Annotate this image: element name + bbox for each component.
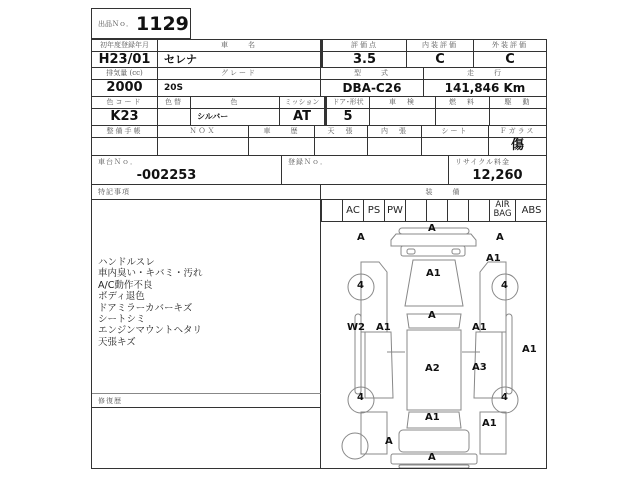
note-item: ハンドルスレ (98, 257, 155, 268)
mark-rear-left-corner: A (385, 436, 393, 447)
displacement-header: 排気量 (cc) (92, 68, 158, 80)
car-name-value: セレナ (158, 52, 321, 68)
repair-history-header: 修復歴 (92, 393, 321, 408)
mark-windshield: A (428, 310, 436, 321)
mark-left-front-door: A1 (376, 322, 391, 333)
color-change-value (158, 109, 191, 126)
seat-header: シート (422, 126, 489, 138)
exterior-grade-header: 外装評価 (474, 40, 546, 52)
notes-list (92, 200, 321, 393)
nox-value (158, 138, 249, 156)
auction-sheet-table (91, 39, 547, 469)
mark-front-left-corner: A (357, 232, 365, 243)
fglass-value: 傷 (489, 138, 546, 156)
exterior-grade-value: C (474, 52, 546, 68)
drive-header: 駆 動 (490, 97, 546, 109)
equipment-airbag: AIR BAG (490, 200, 516, 221)
mark-rl-tire: 4 (357, 392, 364, 403)
equipment-header: 装 備 (321, 185, 546, 200)
interior-trim-header: 内 張 (368, 126, 422, 138)
mark-right-side: A1 (522, 344, 537, 355)
listing-no-value: 1129 (136, 13, 189, 35)
mark-front-right-corner: A (496, 232, 504, 243)
history-header: 車 歴 (249, 126, 315, 138)
interior-grade-header: 内装評価 (407, 40, 474, 52)
nox-header: ＮＯＸ (158, 126, 249, 138)
equipment-slot-6 (448, 200, 469, 221)
door-value: 5 (325, 109, 370, 126)
maintenance-header: 整備手帳 (92, 126, 158, 138)
color-code-header: 色コード (92, 97, 158, 109)
color-header: 色 (191, 97, 280, 109)
mark-right-front-door: A1 (472, 322, 487, 333)
mileage-value: 141,846 Km (424, 80, 546, 97)
first-reg-header: 初年度登録年月 (92, 40, 158, 52)
equipment-slot-5 (427, 200, 448, 221)
recycle-header: リサイクル料金 (455, 158, 511, 166)
first-reg-value: H23/01 (92, 52, 158, 68)
mark-right-rear-door: A3 (472, 362, 487, 373)
displacement-value: 2000 (92, 80, 158, 97)
note-item: 天張キズ (98, 336, 136, 348)
mark-rear-bumper: A (428, 452, 436, 463)
car-outline-icon (321, 222, 546, 468)
equipment-ac: AC (343, 200, 364, 221)
color-code-value: K23 (92, 109, 158, 126)
mark-rear-hatch: A1 (425, 412, 440, 423)
score-header: 評価点 (321, 40, 407, 52)
drive-value (490, 109, 546, 126)
color-change-header: 色替 (158, 97, 191, 109)
chassis-header: 車台Ｎｏ． (92, 156, 282, 168)
mark-fr-tire: 4 (501, 280, 508, 291)
transmission-header: ミッション (280, 97, 325, 109)
door-header: ドア･形状 (325, 97, 370, 109)
grade-value: 20S (158, 80, 321, 97)
equipment-ps: PS (364, 200, 385, 221)
registration-header: 登録Ｎｏ． (282, 156, 449, 185)
model-header: 型 式 (321, 68, 424, 80)
mark-right-rear-quarter: A1 (482, 418, 497, 429)
note-item: A/C動作不良 (98, 279, 153, 291)
notes-header: 特記事項 (92, 185, 321, 200)
recycle-value: 12,260 (449, 168, 546, 185)
repair-history-value (92, 408, 321, 468)
equipment-pw: PW (385, 200, 406, 221)
fglass-header: Ｆガラス (489, 126, 546, 138)
equipment-row (321, 200, 546, 222)
ceiling-header: 天 張 (315, 126, 368, 138)
note-item: 車内臭い・キバミ・汚れ (98, 268, 203, 280)
interior-grade-value: C (407, 52, 474, 68)
listing-no-label: 出品Ｎｏ． (98, 20, 133, 28)
inspection-header: 車 検 (370, 97, 436, 109)
model-value: DBA-C26 (321, 80, 424, 97)
ceiling-value (315, 138, 368, 156)
equipment-slot-0 (322, 200, 343, 221)
damage-diagram (321, 222, 546, 468)
note-item: ドアミラーカバーキズ (98, 302, 193, 314)
grade-header: グレード (158, 68, 321, 80)
chassis-value: -002253 (92, 168, 282, 185)
inspection-value (370, 109, 436, 126)
car-name-header: 車 名 (158, 40, 321, 52)
mark-front-bumper: A (428, 223, 436, 234)
score-value: 3.5 (321, 52, 407, 68)
transmission-value: AT (280, 109, 325, 126)
note-item: シートシミ (98, 314, 146, 326)
equipment-abs: ABS (521, 205, 542, 216)
maintenance-value (92, 138, 158, 156)
fuel-header: 燃 料 (436, 97, 490, 109)
mark-roof: A2 (425, 363, 440, 374)
fuel-value (436, 109, 490, 126)
mark-left-side: W2 (347, 322, 365, 333)
mark-right-front-fender: A1 (486, 253, 501, 264)
interior-trim-value (368, 138, 422, 156)
listing-number-box (91, 8, 191, 39)
history-value (249, 138, 315, 156)
mark-rr-tire: 4 (501, 392, 508, 403)
mark-hood: A1 (426, 268, 441, 279)
note-item: ボディ退色 (98, 291, 145, 303)
mark-fl-tire: 4 (357, 280, 364, 291)
equipment-slot-4 (406, 200, 427, 221)
equipment-slot-7 (469, 200, 490, 221)
mileage-header: 走 行 (424, 68, 546, 80)
seat-value (422, 138, 489, 156)
color-value: シルバー (191, 109, 280, 126)
note-item: エンジンマウントヘタリ (98, 325, 203, 337)
